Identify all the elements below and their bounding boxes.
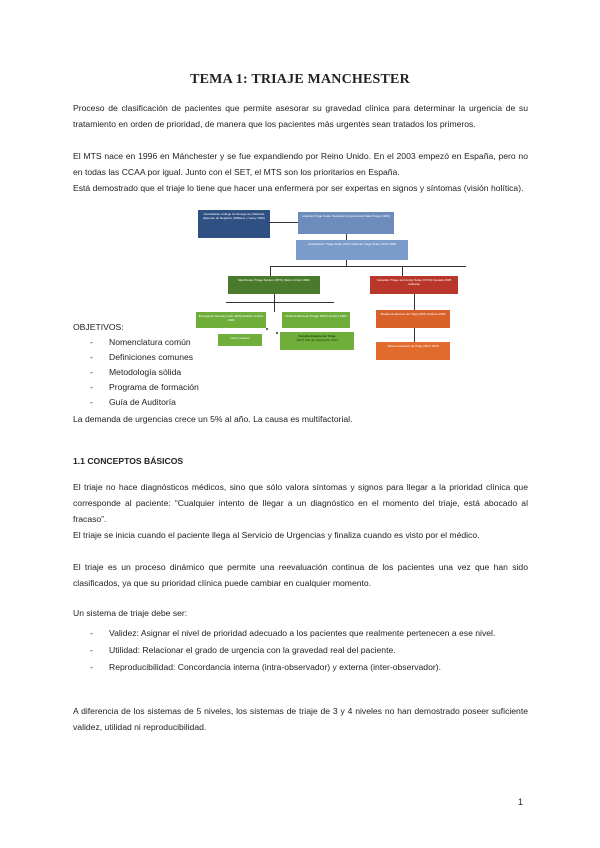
requirements-list	[73, 626, 528, 675]
section-paragraph-2: El triaje se inicia cuando el paciente llega al Servicio de Urgencias y finaliza cuando es visto por el médico.	[73, 530, 480, 540]
list-item: - Metodología sólida	[90, 367, 182, 377]
diagram-box-orange-mid: Modelo Andorrano de Triaje (MAT) Andorra 2000	[376, 310, 450, 328]
diagram-box-top-left: Australasian College for Emergency Medicine (Ejemplo de Registro) (Williams y Carey 1993)	[198, 210, 270, 238]
diagram-box-top-center: Hospital Triage Scale. Standard Computerized Data Triage (1993)	[298, 212, 394, 234]
diagram-box-mat: Model Andorrà de Triatge (MAT) Andorra 2000	[282, 312, 350, 328]
diagram-connector	[270, 222, 298, 223]
section-paragraph-1: El triaje no hace diagnósticos médicos, sino que sólo valora síntomas y signos para llegar a la prioridad clínica que corresponde al paciente: “Cualquier intento de llegar a un diagnóstico en el momento del triaje, está abocado al fracaso”.	[73, 482, 528, 524]
diagram-box-set-title: Sistema Español de Triaje	[298, 334, 336, 338]
section-paragraph-4: Un sistema de triaje debe ser:	[73, 608, 188, 618]
intro-paragraph-1: Proceso de clasificación de pacientes que permite asesorar su gravedad clínica para determinar la urgencia de su tratamiento en orden de prioridad, de manera que los pacientes más urgentes sean tratados los primeros.	[73, 103, 528, 129]
diagram-box-set-sub: (SET) Año de publicación 2003	[296, 338, 338, 342]
page-number: 1	[518, 797, 524, 807]
section-heading: 1.1 CONCEPTOS BÁSICOS	[73, 456, 184, 466]
diagram-dot	[266, 328, 268, 330]
diagram-box-mts: Manchester Triage System (MTS) (Reino Unido 1996)	[228, 276, 320, 294]
triage-history-diagram	[190, 208, 470, 368]
demanda-paragraph: La demanda de urgencias crece un 5% al año. La causa es multifactorial.	[73, 414, 353, 424]
list-item: - Guía de Auditoría	[90, 397, 176, 407]
page-title: TEMA 1: TRIAJE MANCHESTER	[190, 72, 410, 87]
diagram-connector	[346, 260, 347, 266]
intro-paragraph-3: Está demostrado que el triaje lo tiene que hacer una enfermera por ser expertas en signos y síntomas (visión holítica).	[73, 183, 524, 193]
diagram-connector	[226, 302, 334, 303]
list-item: - Reproducibilidad: Concordancia interna (intra-observador) y externa (inter-observador).	[90, 662, 441, 672]
section-paragraph-3: El triaje es un proceso dinámico que permite una reevaluación continua de los pacientes una vez que han sido clasificados, ya que su prioridad clínica puede cambiar en cualquier momento.	[73, 562, 528, 588]
list-item: - Programa de formación	[90, 382, 199, 392]
list-item: - Validez: Asignar el nivel de prioridad adecuado a los pacientes que realmente pertenecen a ese nivel.	[90, 628, 496, 638]
list-item: - Utilidad: Relacionar el grado de urgencia con la gravedad real del paciente.	[90, 645, 396, 655]
objetivos-list	[73, 320, 199, 410]
diagram-box-orange-bottom: Sistema Español de Triaje (SET) 2003	[376, 342, 450, 360]
diagram-connector	[414, 328, 415, 342]
list-item: - Definiciones comunes	[90, 352, 194, 362]
diagram-connector	[274, 294, 275, 312]
diagram-dot	[276, 332, 278, 334]
diagram-box-otros: Otros modelos	[218, 334, 262, 346]
diagram-connector	[270, 266, 466, 267]
objetivos-heading: OBJETIVOS:	[73, 322, 124, 332]
diagram-connector	[402, 266, 403, 276]
diagram-box-ctas: Canadian Triage and Acuity Scale (CTAS) Canadá 1995 Adelante	[370, 276, 458, 294]
diagram-box-set	[280, 332, 354, 350]
diagram-box-esi: Emergency Severity Index (ESI) Estados Unidos 1999	[196, 312, 266, 328]
diagram-connector	[270, 266, 271, 276]
intro-paragraph-2: El MTS nace en 1996 en Mánchester y se fue expandiendo por Reino Unido. En el 2003 empezó en España, pero no en todas las CCAA por igual. Junto con el SET, el MTS son los prioritarios en España.	[73, 151, 528, 177]
diagram-box-mid-center: Australasian Triage Scale (ATS) National Triage Scale (NTS) 1994	[296, 240, 408, 260]
list-item: - Nomenclatura común	[90, 337, 191, 347]
section-paragraph-5: A diferencia de los sistemas de 5 niveles, los sistemas de triaje de 3 y 4 niveles no han demostrado poseer suficiente validez, utilidad ni reproducibilidad.	[73, 706, 528, 732]
